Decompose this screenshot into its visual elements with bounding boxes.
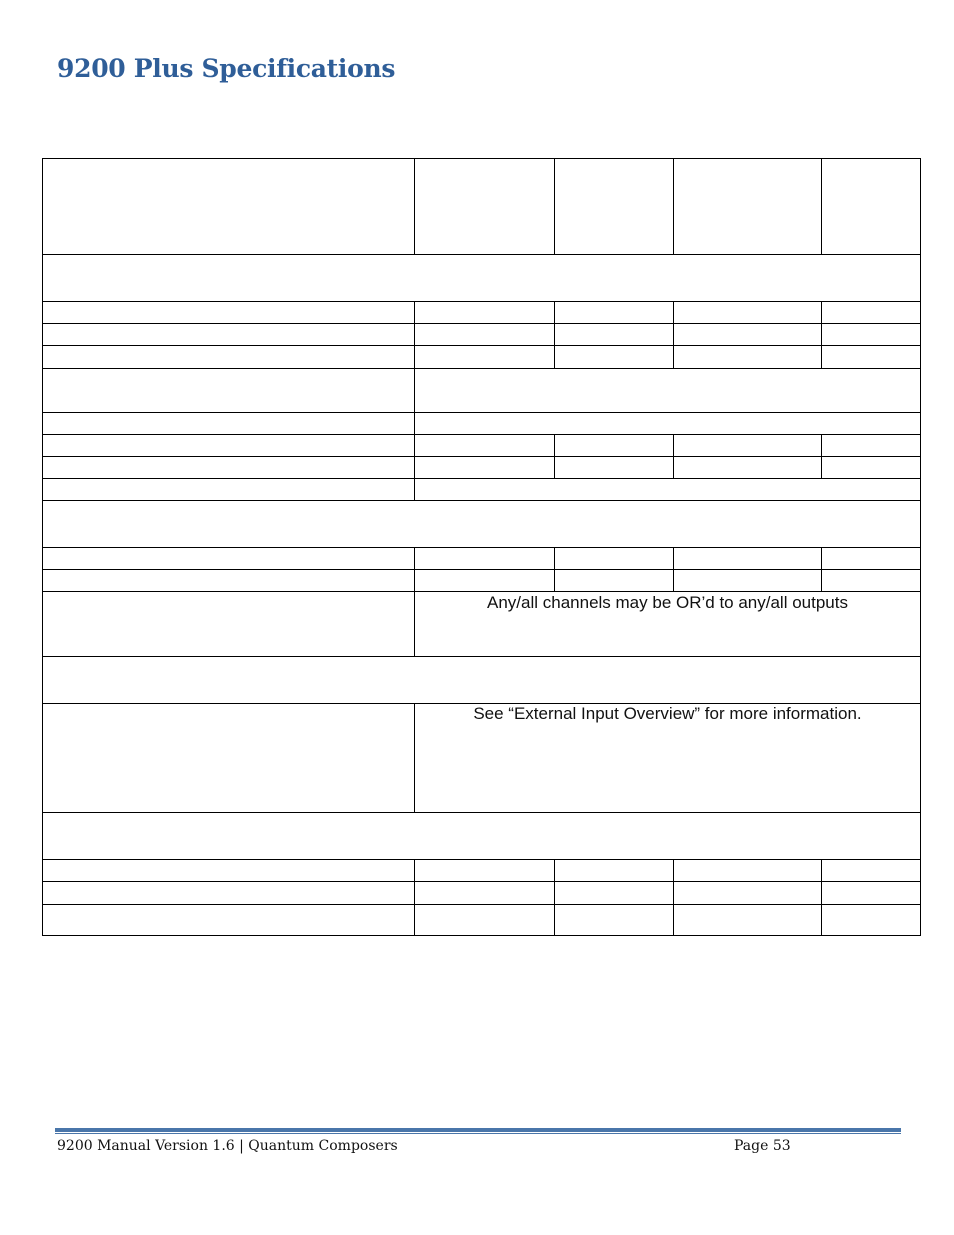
table-cell <box>674 570 822 592</box>
table-cell <box>415 882 555 905</box>
table-row <box>43 905 921 936</box>
table-row <box>43 457 921 479</box>
table-cell <box>555 457 674 479</box>
or-outputs-text: Any/all channels may be OR’d to any/all outputs <box>487 593 848 612</box>
table-cell <box>674 346 822 369</box>
table-cell <box>822 548 921 570</box>
table-row <box>43 369 921 413</box>
table-cell <box>674 860 822 882</box>
table-cell <box>555 882 674 905</box>
table-row <box>43 479 921 501</box>
table-row <box>43 704 921 813</box>
table-cell <box>822 860 921 882</box>
table-cell <box>822 346 921 369</box>
table-cell <box>415 324 555 346</box>
table-row <box>43 548 921 570</box>
table-cell <box>415 159 555 255</box>
table-cell <box>415 860 555 882</box>
table-row <box>43 324 921 346</box>
external-input-text: See “External Input Overview” for more information. <box>473 704 862 723</box>
table-row <box>43 882 921 905</box>
table-cell <box>43 159 415 255</box>
table-cell <box>43 905 415 936</box>
table-header-row <box>43 159 921 255</box>
or-outputs-note <box>415 592 921 657</box>
table-cell <box>43 704 415 813</box>
table-cell <box>822 435 921 457</box>
table-cell <box>674 302 822 324</box>
footer-manual-version: 9200 Manual Version 1.6 | Quantum Composers <box>57 1138 398 1154</box>
table-cell <box>43 369 415 413</box>
table-row <box>43 302 921 324</box>
table-cell <box>822 302 921 324</box>
table-cell <box>674 159 822 255</box>
table-cell <box>415 457 555 479</box>
table-cell <box>674 435 822 457</box>
table-row <box>43 592 921 657</box>
table-cell <box>415 435 555 457</box>
table-cell <box>555 435 674 457</box>
table-cell <box>43 860 415 882</box>
table-cell <box>415 302 555 324</box>
table-cell <box>674 324 822 346</box>
table-cell <box>43 501 921 548</box>
table-cell <box>415 369 921 413</box>
table-cell <box>555 159 674 255</box>
table-cell <box>43 255 921 302</box>
table-cell <box>415 413 921 435</box>
table-cell <box>822 159 921 255</box>
external-input-note <box>415 704 921 813</box>
specifications-table <box>42 158 921 936</box>
table-row <box>43 860 921 882</box>
table-cell <box>43 570 415 592</box>
table-cell <box>674 548 822 570</box>
section-header-row <box>43 501 921 548</box>
table-cell <box>822 324 921 346</box>
section-header-row <box>43 255 921 302</box>
table-cell <box>415 548 555 570</box>
table-cell <box>43 813 921 860</box>
table-cell <box>43 657 921 704</box>
table-row <box>43 570 921 592</box>
table-row <box>43 413 921 435</box>
table-row <box>43 435 921 457</box>
table-cell <box>43 548 415 570</box>
table-cell <box>43 324 415 346</box>
table-cell <box>555 860 674 882</box>
table-cell <box>43 302 415 324</box>
table-cell <box>43 457 415 479</box>
table-cell <box>43 435 415 457</box>
table-cell <box>555 570 674 592</box>
table-cell <box>822 905 921 936</box>
table-cell <box>43 479 415 501</box>
table-cell <box>555 324 674 346</box>
footer-rule-thin <box>55 1133 901 1134</box>
table-cell <box>415 479 921 501</box>
table-cell <box>674 457 822 479</box>
table-cell <box>555 548 674 570</box>
section-header-row <box>43 657 921 704</box>
table-cell <box>415 570 555 592</box>
table-cell <box>43 413 415 435</box>
table-cell <box>415 905 555 936</box>
table-cell <box>415 346 555 369</box>
table-cell <box>822 882 921 905</box>
footer-page-number: Page 53 <box>734 1138 791 1154</box>
table-cell <box>43 346 415 369</box>
footer-rule <box>55 1128 901 1132</box>
table-cell <box>555 346 674 369</box>
table-cell <box>674 905 822 936</box>
table-cell <box>43 592 415 657</box>
page-title: 9200 Plus Specifications <box>57 54 396 83</box>
table-cell <box>555 302 674 324</box>
table-cell <box>674 882 822 905</box>
table-cell <box>43 882 415 905</box>
table-cell <box>555 905 674 936</box>
section-header-row <box>43 813 921 860</box>
table-cell <box>822 457 921 479</box>
table-cell <box>822 570 921 592</box>
table-row <box>43 346 921 369</box>
